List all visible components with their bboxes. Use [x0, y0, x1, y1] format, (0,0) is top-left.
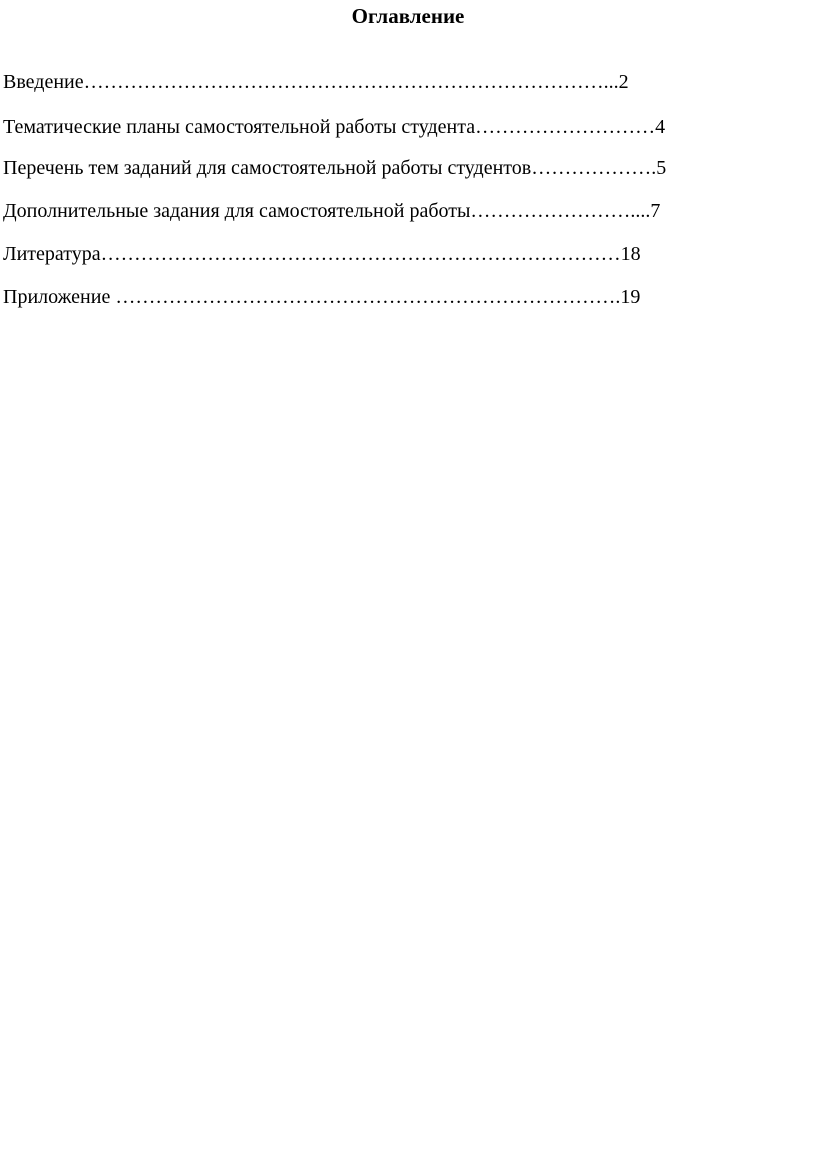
toc-entry-literature: Литература……………………………………………………………………18 [3, 243, 641, 265]
toc-entry-topics-list: Перечень тем заданий для самостоятельной работы студентов……………….5 [3, 157, 667, 179]
page-title: Оглавление [351, 4, 465, 28]
toc-entry-thematic-plans: Тематические планы самостоятельной работы студента………………………4 [3, 116, 666, 138]
toc-entry-additional-tasks: Дополнительные задания для самостоятельной работы……………………....7 [3, 200, 661, 222]
toc-entry-introduction: Введение……………………………………………………………………...2 [3, 71, 629, 93]
toc-entry-appendix: Приложение ………………………………………………………………….19 [3, 286, 641, 308]
